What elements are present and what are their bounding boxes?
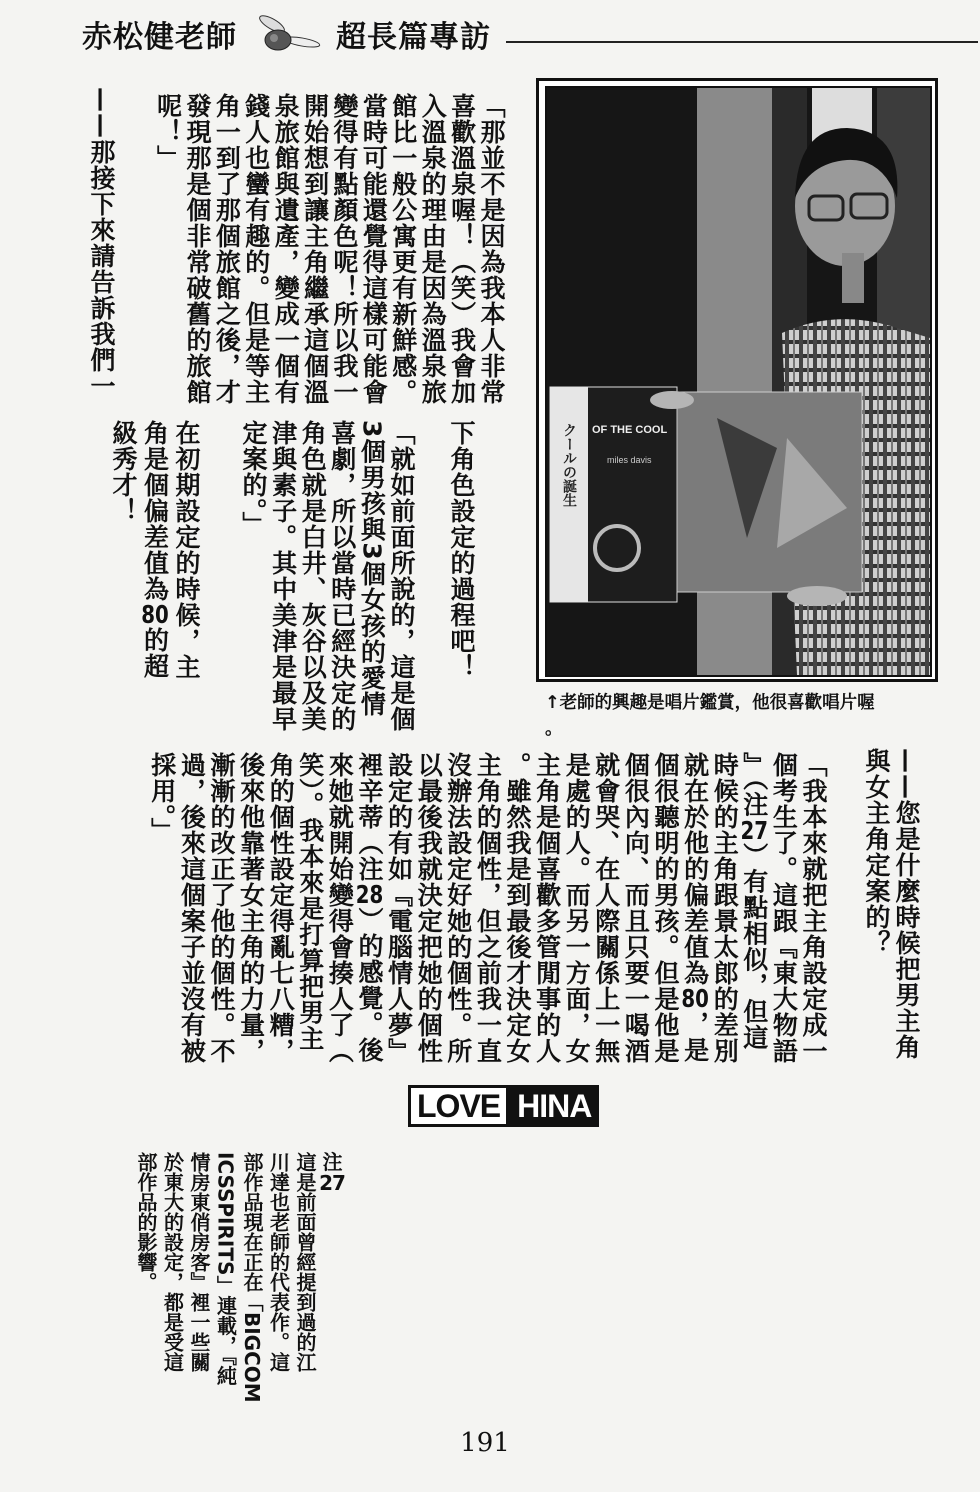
text-column: 在初期設定的時候，主 (172, 420, 201, 680)
text-column: 部作品的影響。 (134, 1152, 158, 1292)
text-column: 泉旅館與遺產，變成一個有 (271, 93, 301, 405)
text-column: 就會哭、在人際關係上一無 (591, 752, 621, 1064)
header-author: 赤松健老師 (82, 20, 237, 55)
text-column: 變得有點顏色呢！所以我一 (330, 93, 359, 405)
text-column: 情房東俏房客』裡一些關 (187, 1152, 211, 1372)
footnote-label: 注27 (319, 1150, 345, 1195)
logo-hina: HINA (509, 1085, 599, 1127)
text-column: 過，後來這個案子並沒有被 (177, 752, 207, 1064)
text-column: 於東大的設定，都是受這 (160, 1152, 185, 1372)
text-column: ICSSPIRITS」連載，『純 (213, 1152, 238, 1386)
bee-icon (252, 14, 324, 54)
text-column: 角色就是白井、灰谷以及美 (298, 420, 328, 732)
text-column: 開始想到讓主角繼承這個溫 (300, 93, 330, 405)
text-column: 這是前面曾經提到過的江 (293, 1152, 317, 1372)
text-column: 主角的個性，但之前我一直 (473, 752, 503, 1064)
love-hina-logo (408, 1085, 599, 1127)
text-column: 設定的有如『電腦情人夢』 (384, 752, 414, 1064)
text-column: 。雖然我是到最後才決定女 (503, 752, 532, 1064)
photo-artist-with-records (545, 86, 932, 677)
text-column: 角的個性設定得亂七八糟， (266, 752, 296, 1064)
text-column: 「我本來就把主角設定成一 (799, 752, 828, 1064)
text-column: 個很內向、而且只要一喝酒 (621, 752, 651, 1064)
text-column: 下角色設定的過程吧！ (447, 420, 476, 680)
text-column: 採用。」 (147, 752, 177, 844)
text-column: 笑）。我本來是打算把男主 (295, 752, 325, 1052)
text-column: 角一到了那個旅館之後，才 (212, 93, 242, 405)
text-column: 與女主角定案的？ (862, 748, 891, 956)
text-column: 是處的人。而另一方面，女 (562, 752, 592, 1064)
album-artist: miles davis (607, 455, 652, 465)
text-column: 川達也老師的代表作。這 (266, 1152, 291, 1372)
text-column: 喜歡溫泉喔！（笑）我會加 (447, 93, 477, 405)
text-column: 沒辦法設定好她的個性。所 (443, 752, 473, 1064)
photo-caption-line: 。 (545, 719, 563, 739)
text-column: 館比一般公寓更有新鮮感。 (388, 93, 418, 405)
text-column: 來她就開始變得會揍人了（ (325, 752, 355, 1064)
text-column: 就在於他的偏差值為80，是 (680, 752, 710, 1063)
text-column: 級秀才！ (109, 420, 138, 524)
text-column: 裡辛蒂（注28）的感覺。後 (355, 752, 384, 1063)
text-column: 個考生了。這跟『東大物語 (769, 752, 799, 1064)
header-rule (506, 41, 978, 43)
text-column: 當時可能還覺得這樣可能會 (359, 93, 389, 405)
text-column: 以最後我就決定把她的個性 (414, 752, 444, 1064)
text-column: ——那接下來請告訴我們一 (87, 87, 116, 399)
text-column: 發現那是個非常破舊的旅館 (183, 93, 212, 405)
text-column: 時候的主角跟景太郎的差別 (710, 752, 740, 1064)
text-column: 個很聽明的男孩。但是他是 (651, 752, 680, 1064)
photo-caption (545, 690, 875, 742)
text-column: 「就如前面所說的，這是個 (387, 420, 416, 732)
photo-caption-line: ↑老師的興趣是唱片鑑賞，他很喜歡唱片喔 (545, 693, 875, 713)
text-column: 部作品現在正在「BIGCOM (240, 1152, 264, 1403)
header-title: 超長篇專訪 (336, 20, 491, 55)
album-title: OF THE COOL (592, 424, 668, 436)
text-column: 角是個偏差值為80的超 (140, 420, 170, 679)
text-column: 漸漸的改正了他的個性。不 (207, 752, 236, 1064)
text-column: 津與素子。其中美津是最早 (268, 420, 298, 732)
text-column: 』（注27）有點相似，但這 (739, 752, 769, 1051)
text-column: 錢人也蠻有趣的。但是等主 (241, 93, 271, 405)
text-column: 定案的。」 (239, 420, 268, 538)
text-column: 呢！」 (153, 93, 183, 171)
album-jp-title: クールの誕生 (561, 423, 577, 507)
text-column: 3個男孩與3個女孩的愛情 (357, 420, 387, 717)
logo-love: LOVE (408, 1085, 509, 1127)
text-column: 入溫泉的理由是因為溫泉旅 (418, 93, 448, 405)
text-column: 後來他靠著女主角的力量， (236, 752, 266, 1064)
page-number: 191 (460, 1428, 510, 1458)
text-column: ——您是什麼時候把男主角 (892, 748, 921, 1060)
text-column: 「那並不是因為我本人非常 (477, 93, 506, 405)
text-column: 主角是個喜歡多管閒事的人 (532, 752, 562, 1064)
text-column: 喜劇，所以當時已經決定的 (327, 420, 357, 732)
